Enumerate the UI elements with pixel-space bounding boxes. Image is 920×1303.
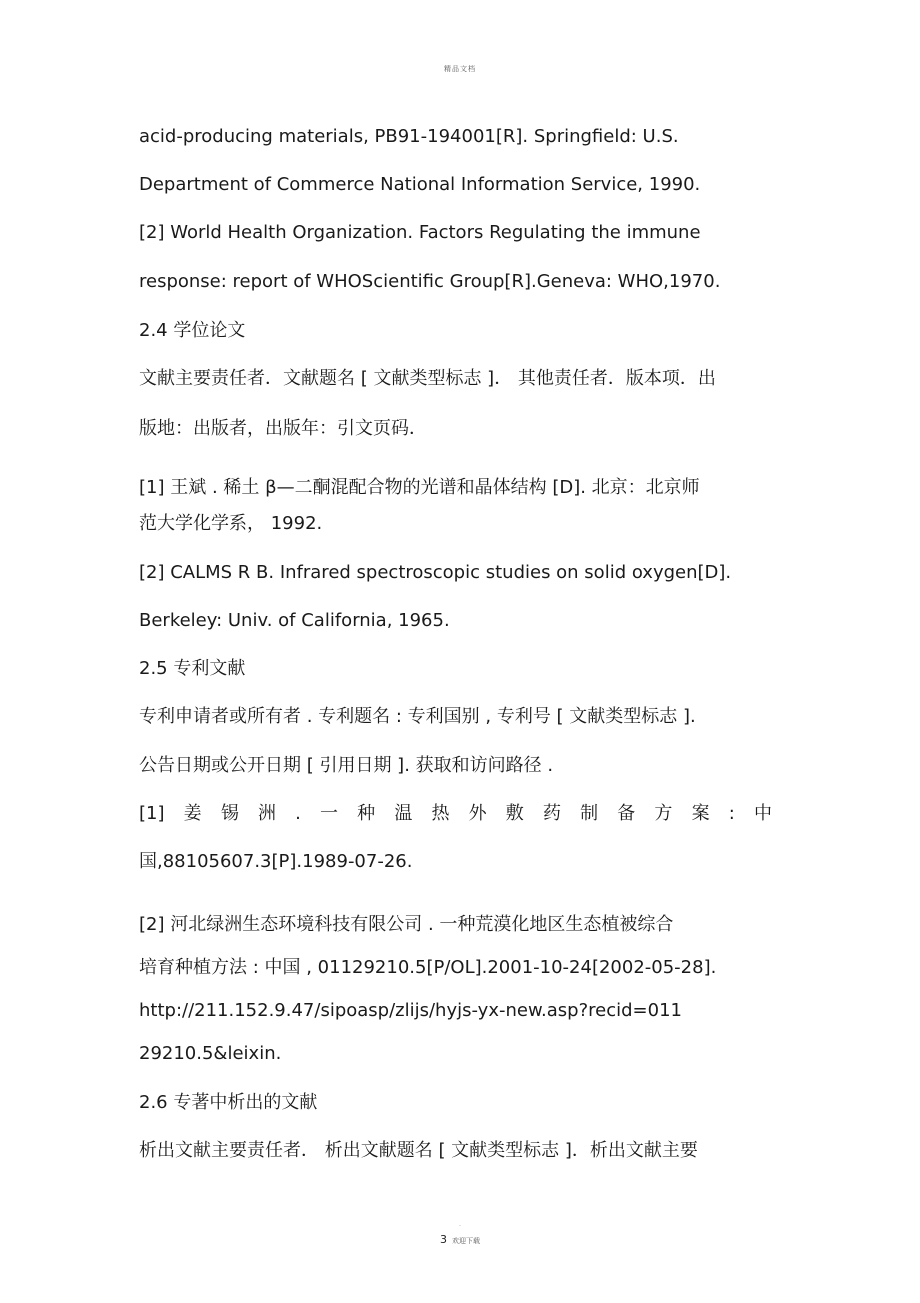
text-line: response: report of WHOScientific Group[R].Geneva: WHO,1970. (139, 271, 721, 292)
text-line: 版地：出版者，出版年：引文页码． (139, 418, 427, 439)
justified-token: 温 (394, 803, 413, 824)
url-text: http://211.152.9.47/sipoasp/zlijs/hyjs-yx-new.asp?recid=011 (139, 1000, 682, 1021)
text-line: Berkeley: Univ. of California, 1965. (139, 610, 450, 631)
justified-token: 方 (654, 803, 673, 824)
justified-token: 洲 (257, 803, 276, 824)
justified-token: 案 (691, 803, 710, 824)
text-line: acid-producing materials, PB91-194001[R]. Springfield: U.S. (139, 126, 679, 147)
footer-label: 欢迎下载 (452, 1237, 481, 1245)
text-line: 范大学化学系， 1992. (139, 513, 323, 534)
text-line: Department of Commerce National Information Service, 1990. (139, 174, 701, 195)
page-header: 精品文档 (444, 65, 476, 73)
text-line: 培育种植方法 : 中国 , 01129210.5[P/OL].2001-10-24[2002-05-28]. (139, 957, 717, 978)
justified-token: 热 (431, 803, 450, 824)
text-line: 文献主要责任者．文献题名 [ 文献类型标志 ]． 其他责任者．版本项．出 (139, 368, 716, 389)
justified-token: 姜 (183, 803, 202, 824)
justified-token: 敷 (505, 803, 524, 824)
justified-token: 中 (753, 803, 772, 824)
text-line: 国,88105607.3[P].1989-07-26. (139, 851, 413, 872)
text-line: 析出文献主要责任者． 析出文献题名 [ 文献类型标志 ]．析出文献主要 (139, 1140, 698, 1161)
text-line: [2] 河北绿洲生态环境科技有限公司 . 一种荒漠化地区生态植被综合 (139, 914, 674, 935)
justified-token: 药 (542, 803, 561, 824)
section-heading: 2.4 学位论文 (139, 320, 246, 341)
justified-token: . (295, 803, 301, 824)
text-line: [2] World Health Organization. Factors Regulating the immune (139, 222, 701, 243)
justified-token: 外 (468, 803, 487, 824)
text-line: 专利申请者或所有者 . 专利题名 : 专利国别 , 专利号 [ 文献类型标志 ]. (139, 706, 696, 727)
footer-dot: . (459, 1221, 461, 1228)
justified-text-line (139, 803, 772, 825)
page-number: 3 (439, 1233, 447, 1246)
justified-token: : (728, 803, 735, 824)
justified-token: [1] (139, 803, 165, 824)
text-line: [2] CALMS R B. Infrared spectroscopic studies on solid oxygen[D]. (139, 562, 732, 583)
justified-token: 种 (357, 803, 376, 824)
section-heading: 2.5 专利文献 (139, 658, 246, 679)
text-line: [1] 王斌 . 稀土 β—二酮混配合物的光谱和晶体结构 [D]. 北京：北京师 (139, 477, 700, 498)
justified-token: 一 (320, 803, 339, 824)
justified-token: 备 (617, 803, 636, 824)
text-line: 29210.5&leixin. (139, 1043, 282, 1064)
section-heading: 2.6 专著中析出的文献 (139, 1092, 318, 1113)
justified-token: 制 (580, 803, 599, 824)
justified-token: 锡 (220, 803, 239, 824)
page-footer (0, 1222, 920, 1247)
text-line: 公告日期或公开日期 [ 引用日期 ]. 获取和访问路径 . (139, 755, 554, 776)
